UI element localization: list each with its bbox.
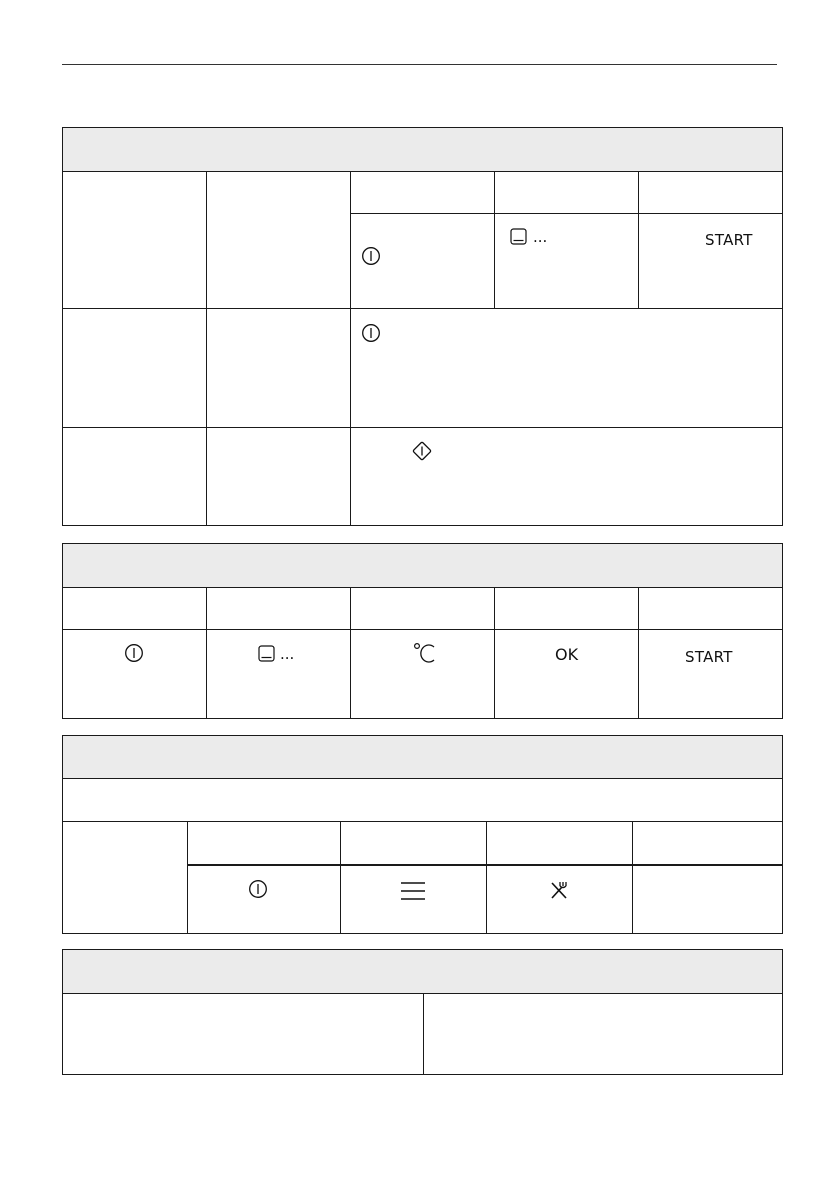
top-rule — [62, 64, 777, 65]
table-4-r1-c2 — [424, 994, 783, 1075]
power-icon — [361, 246, 381, 266]
table-4-header — [63, 950, 783, 994]
table-3-r2-c4 — [487, 865, 633, 934]
start-label: START — [685, 648, 733, 666]
table-2-r1-c5 — [639, 588, 783, 630]
table-1-r3-wide — [351, 309, 783, 428]
table-1-r1-c2 — [207, 172, 351, 309]
ellipsis-text: ... — [280, 645, 295, 663]
table-3-intro-row — [63, 779, 783, 822]
menu-icon — [401, 881, 425, 901]
table-1-r2-c5 — [639, 214, 783, 309]
table-1-r2-c4 — [495, 214, 639, 309]
table-3-r1-c2 — [188, 822, 341, 865]
table-1-r4-c2 — [207, 428, 351, 526]
table-2-r2-c4 — [495, 630, 639, 719]
table-1-r1-c1 — [63, 172, 207, 309]
table-1-r1-c3 — [351, 172, 495, 214]
table-2-header — [63, 544, 783, 588]
table-2-r1-c1 — [63, 588, 207, 630]
table-3 — [62, 735, 783, 934]
table-2-r2-c5 — [639, 630, 783, 719]
ok-label: OK — [555, 645, 579, 664]
table-1-r3-c2 — [207, 309, 351, 428]
table-3-r2-c5 — [633, 865, 783, 934]
table-3-r2-c3 — [341, 865, 487, 934]
table-2-r2-c2 — [207, 630, 351, 719]
temperature-icon — [413, 641, 439, 665]
table-4-r1-c1 — [63, 994, 424, 1075]
table-2 — [62, 543, 783, 719]
oven-function-icon — [510, 228, 527, 245]
table-1-r4-wide — [351, 428, 783, 526]
ellipsis-text: ... — [533, 228, 548, 246]
start-label: START — [705, 231, 753, 249]
table-2-r2-c3 — [351, 630, 495, 719]
table-2-r1-c4 — [495, 588, 639, 630]
table-3-header — [63, 736, 783, 779]
table-2-r1-c2 — [207, 588, 351, 630]
table-1-r1-c5 — [639, 172, 783, 214]
table-1 — [62, 127, 783, 526]
table-1-header — [63, 128, 783, 172]
table-3-r1-c1 — [63, 822, 188, 934]
table-1-r2-c3 — [351, 214, 495, 309]
diamond-start-icon — [411, 440, 433, 462]
table-1-r3-c1 — [63, 309, 207, 428]
table-1-r4-c1 — [63, 428, 207, 526]
table-3-r1-c5 — [633, 822, 783, 865]
table-4 — [62, 949, 783, 1075]
power-icon — [248, 879, 268, 899]
table-2-r2-c1 — [63, 630, 207, 719]
oven-function-icon — [258, 645, 275, 662]
table-3-r2-c2 — [188, 865, 341, 934]
table-3-r1-c4 — [487, 822, 633, 865]
table-3-r1-c3 — [341, 822, 487, 865]
table-1-r1-c4 — [495, 172, 639, 214]
power-icon — [361, 323, 381, 343]
table-2-r1-c3 — [351, 588, 495, 630]
cutlery-icon — [549, 880, 569, 900]
power-icon — [124, 643, 144, 663]
